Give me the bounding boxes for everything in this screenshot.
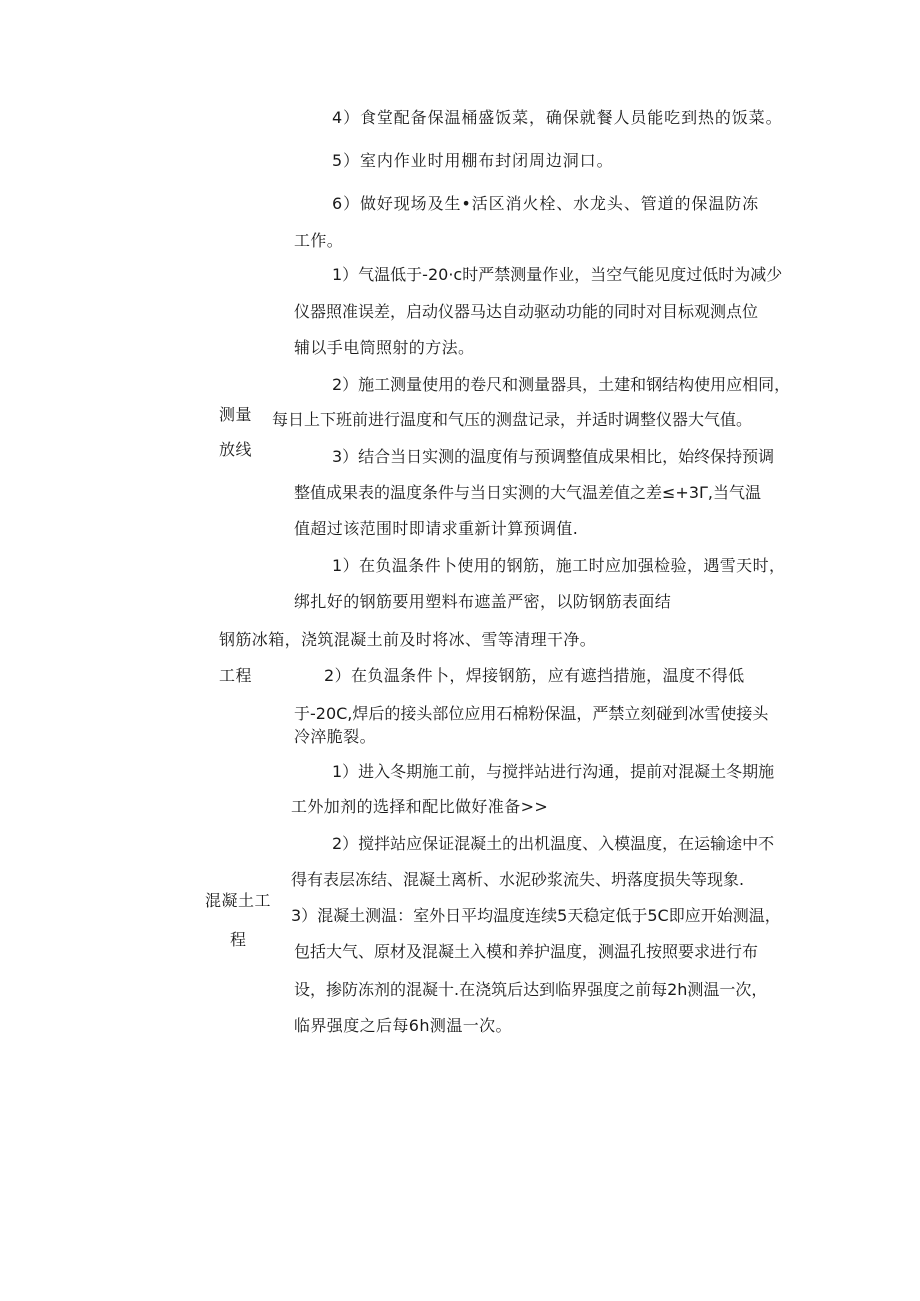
text-line: 钢筋冰箱，浇筑混凝土前及时将冰、雪等清理干净。 (219, 630, 597, 649)
text-line: 3）结合当日实测的温度侑与预调整值成果相比，始终保持预调 (332, 447, 775, 466)
text-line: 1）进入冬期施工前，与搅拌站进行沟通，提前对混凝土冬期施 (332, 762, 775, 781)
text-line: 辅以手电筒照射的方法。 (294, 338, 475, 357)
text-line: 2）在负温条件卜，焊接钢筋，应有遮挡措施，温度不得低 (324, 666, 745, 685)
text-line: 1）气温低于-20·c时严禁测量作业，当空气能见度过低时为减少 (332, 265, 783, 284)
row-label-rebar: 工程 (219, 666, 253, 685)
text-line: 4）食堂配备保温桶盛饭菜，确保就餐人员能吃到热的饭菜。 (332, 108, 783, 127)
text-line: 5）室内作业时用棚布封闭周边洞口。 (332, 151, 614, 170)
text-line: 工外加剂的选择和配比做好准备>> (291, 797, 549, 816)
text-line: 6）做好现场及生•活区消火栓、水龙头、管道的保温防冻 (332, 194, 760, 213)
row-label-survey-line1: 测量 (219, 405, 253, 424)
row-label-concrete-line2: 程 (230, 930, 247, 949)
text-line: 整值成果表的温度条件与当日实测的大气温差值之差≤+3Γ,当气温 (294, 483, 761, 502)
text-line: 绑扎好的钢筋要用塑料布遮盖严密，以防钢筋表面结 (294, 592, 672, 611)
text-line: 包括大气、原材及混凝土入模和养护温度，测温孔按照要求进行布 (294, 942, 759, 961)
row-label-concrete-line1: 混凝土工 (205, 891, 272, 910)
text-line: 得有表层冻结、混凝土离析、水泥砂浆流失、坍落度损失等现象. (291, 870, 745, 889)
text-line: 1）在负温条件卜使用的钢筋，施工时应加强检验，遇雪天时， (332, 556, 786, 575)
text-line: 值超过该范围时即请求重新计算预调值. (294, 519, 579, 538)
text-line: 临界强度之后每6h测温一次。 (294, 1016, 512, 1035)
text-line: 设，掺防冻剂的混凝十.在浇筑后达到临界强度之前每2h测温一次， (294, 980, 768, 999)
text-line: 2）施工测量使用的卷尺和测量器具，土建和钢结构使用应相同， (332, 375, 791, 394)
text-line: 每日上下班前进行温度和气压的测盘记录，并适时调整仪器大气值。 (272, 410, 753, 429)
text-line: 3）混凝土测温：室外日平均温度连续5天稳定低于5C即应开始测温， (291, 906, 781, 925)
text-line: 工作。 (294, 231, 344, 250)
text-line: 于-20C,焊后的接头部位应用石棉粉保温，严禁立刻碰到冰雪使接头 (294, 704, 769, 723)
text-line: 2）搅拌站应保证混凝土的出机温度、入模温度，在运输途中不 (332, 834, 775, 853)
text-line: 冷淬脆裂。 (294, 727, 377, 746)
row-label-survey-line2: 放线 (219, 440, 253, 459)
text-line: 仪器照准误差，启动仪器马达自动驱动功能的同时对目标观测点位 (294, 302, 759, 321)
